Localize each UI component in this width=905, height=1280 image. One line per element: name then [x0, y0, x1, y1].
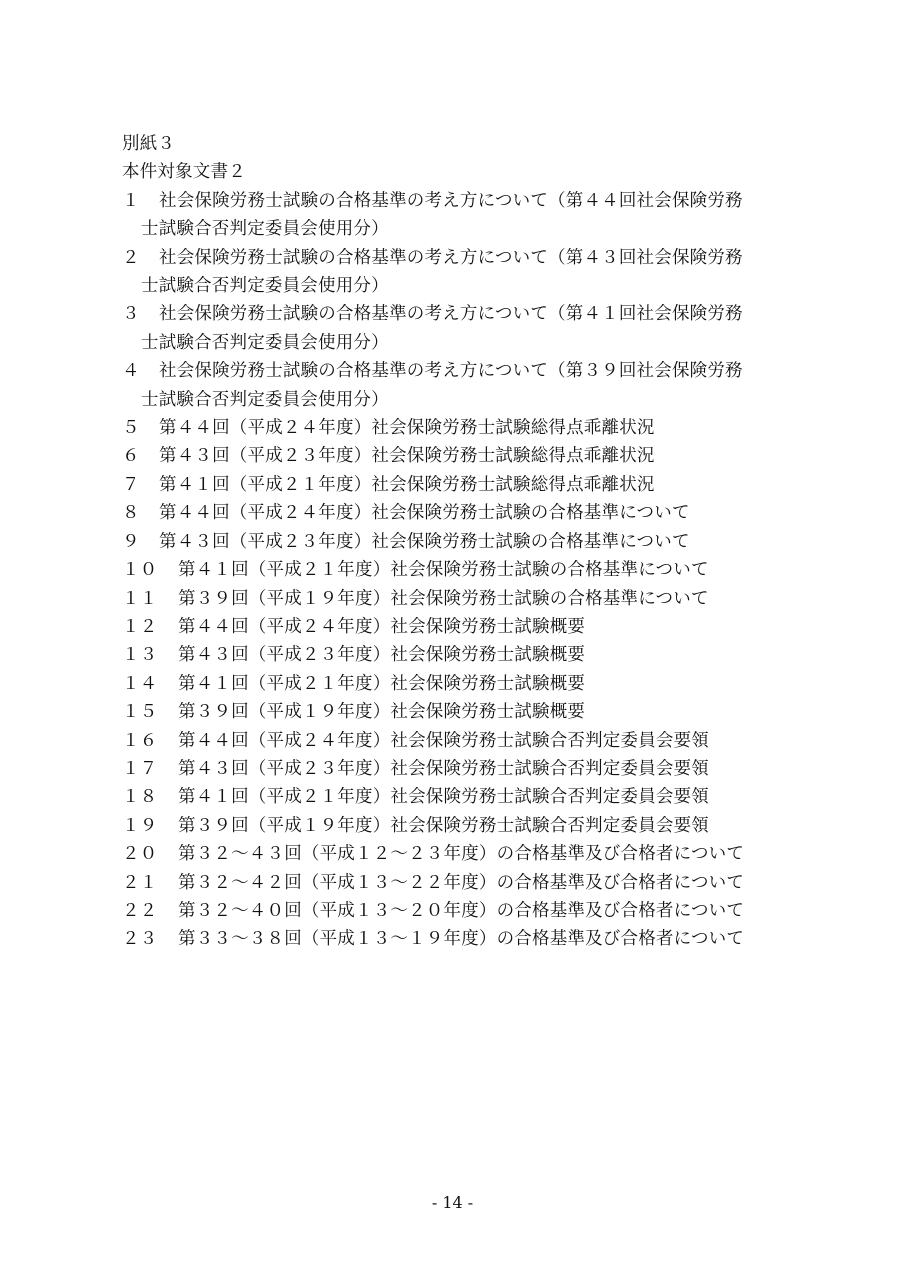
- list-item-text: 第３９回（平成１９年度）社会保険労務士試験合否判定委員会要領: [178, 815, 709, 836]
- list-item: [122, 897, 802, 925]
- document-body: [122, 130, 802, 954]
- list-item-number: １９: [122, 815, 158, 836]
- list-item: [122, 442, 802, 470]
- list-item: [122, 414, 802, 442]
- list-item: [122, 187, 802, 215]
- list-item: [122, 869, 802, 897]
- list-item-number: ２１: [122, 872, 158, 893]
- list-item: [122, 244, 802, 272]
- list-item: [122, 670, 802, 698]
- list-item-number: ８: [122, 503, 140, 524]
- list-item: [122, 499, 802, 527]
- list-item-number: １８: [122, 787, 158, 808]
- list-item-text: 第３３～３８回（平成１３～１９年度）の合格基準及び合格者について: [178, 929, 745, 950]
- list-item-continuation: 士試験合否判定委員会使用分）: [141, 389, 389, 410]
- list-item: [122, 783, 802, 811]
- list-item-number: ４: [122, 361, 140, 382]
- list-item-text: 第４３回（平成２３年度）社会保険労務士試験合否判定委員会要領: [178, 758, 709, 779]
- list-item: [122, 300, 802, 328]
- list-item-text: 第４１回（平成２１年度）社会保険労務士試験合否判定委員会要領: [178, 787, 709, 808]
- list-item-number: １２: [122, 616, 158, 637]
- list-item-text: 第４１回（平成２１年度）社会保険労務士試験総得点乖離状況: [159, 474, 655, 495]
- list-item-text: 第４１回（平成２１年度）社会保険労務士試験の合格基準について: [178, 560, 709, 581]
- list-item-number: ６: [122, 446, 140, 467]
- list-item-number: ２２: [122, 900, 158, 921]
- list-item-number: １６: [122, 730, 158, 751]
- list-item-text: 第４４回（平成２４年度）社会保険労務士試験総得点乖離状況: [159, 418, 655, 439]
- document-subject: 本件対象文書２: [122, 162, 246, 183]
- list-item-number: ２: [122, 247, 140, 268]
- list-item-number: １３: [122, 645, 158, 666]
- list-item: [122, 755, 802, 783]
- list-item: [122, 925, 802, 953]
- list-item-text: 第４４回（平成２４年度）社会保険労務士試験合否判定委員会要領: [178, 730, 709, 751]
- list-item-number: １０: [122, 560, 158, 581]
- list-item-text: 第３２～４３回（平成１２～２３年度）の合格基準及び合格者について: [178, 844, 745, 865]
- attachment-label: 別紙３: [122, 134, 176, 154]
- list-item-text: 第３９回（平成１９年度）社会保険労務士試験概要: [178, 702, 586, 723]
- list-item-text: 第４３回（平成２３年度）社会保険労務士試験概要: [178, 645, 586, 666]
- list-item-number: １７: [122, 758, 158, 779]
- list-item-text: 第４１回（平成２１年度）社会保険労務士試験概要: [178, 673, 586, 694]
- list-item-text: 社会保険労務士試験の合格基準の考え方について（第４４回社会保険労務: [159, 190, 743, 211]
- list-item-number: ３: [122, 304, 140, 325]
- list-item-text: 第４３回（平成２３年度）社会保険労務士試験総得点乖離状況: [159, 446, 655, 467]
- list-item-text: 社会保険労務士試験の合格基準の考え方について（第４１回社会保険労務: [159, 304, 743, 325]
- list-item-number: １: [122, 190, 140, 211]
- list-item-number: ５: [122, 418, 140, 439]
- list-item: [122, 613, 802, 641]
- list-item-number: ７: [122, 474, 140, 495]
- list-item-continuation: 士試験合否判定委員会使用分）: [141, 276, 389, 297]
- list-item-text: 社会保険労務士試験の合格基準の考え方について（第３９回社会保険労務: [159, 361, 743, 382]
- list-item-text: 第４３回（平成２３年度）社会保険労務士試験の合格基準について: [159, 531, 690, 552]
- list-item-text: 第４４回（平成２４年度）社会保険労務士試験の合格基準について: [159, 503, 690, 524]
- page-number: - 14 -: [431, 1193, 474, 1212]
- list-item-text: 第３９回（平成１９年度）社会保険労務士試験の合格基準について: [178, 588, 709, 609]
- list-item: [122, 641, 802, 669]
- list-item-text: 第４４回（平成２４年度）社会保険労務士試験概要: [178, 616, 586, 637]
- list-item-number: ９: [122, 531, 140, 552]
- list-item: [122, 812, 802, 840]
- list-item-number: ２０: [122, 844, 158, 865]
- list-item-number: １４: [122, 673, 158, 694]
- list-item-number: ２３: [122, 929, 158, 950]
- list-item: [122, 727, 802, 755]
- list-item-continuation: 士試験合否判定委員会使用分）: [141, 332, 389, 353]
- list-item: [122, 471, 802, 499]
- list-item-continuation: 士試験合否判定委員会使用分）: [141, 219, 389, 240]
- list-item-text: 第３２～４２回（平成１３～２２年度）の合格基準及び合格者について: [178, 872, 745, 893]
- list-item: [122, 556, 802, 584]
- list-item-number: １５: [122, 702, 158, 723]
- list-item: [122, 840, 802, 868]
- list-item-text: 社会保険労務士試験の合格基準の考え方について（第４３回社会保険労務: [159, 247, 743, 268]
- list-item: [122, 528, 802, 556]
- list-item-text: 第３２～４０回（平成１３～２０年度）の合格基準及び合格者について: [178, 900, 745, 921]
- document-item-list: [122, 187, 802, 954]
- list-item: [122, 357, 802, 385]
- list-item-number: １１: [122, 588, 158, 609]
- list-item: [122, 585, 802, 613]
- list-item: [122, 698, 802, 726]
